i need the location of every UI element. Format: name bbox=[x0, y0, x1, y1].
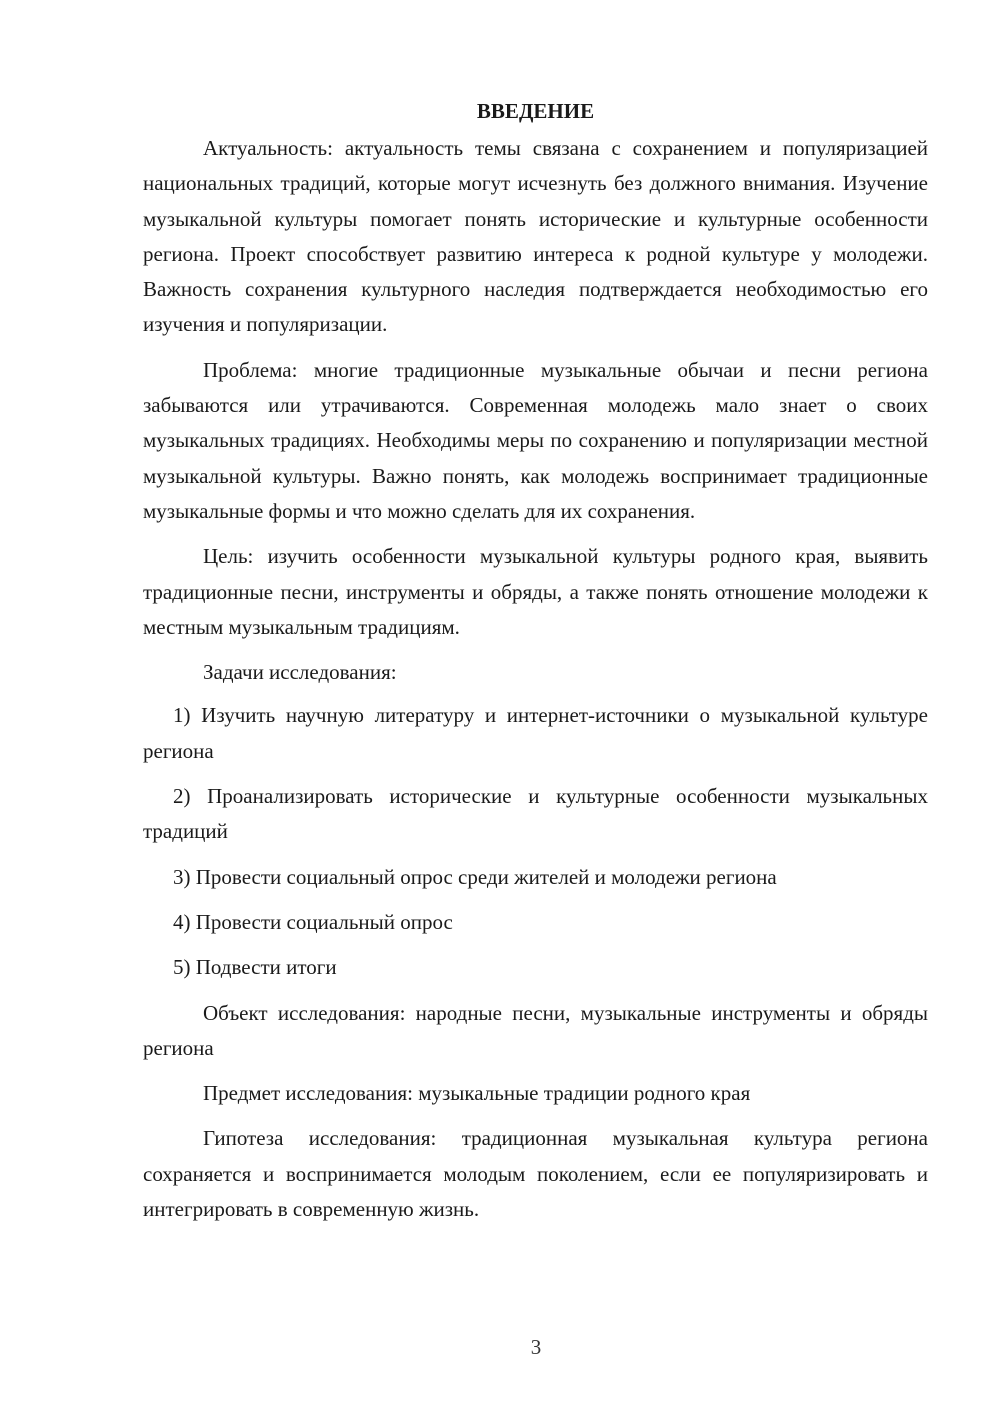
problem-paragraph: Проблема: многие традиционные музыкальные обычаи и песни региона забываются или утрачиваются. Современная молодежь мало знает о своих музыкальных традициях. Необходимы меры по сохранению и популяризации местной музыкальной культуры. Важно понять, как молодежь воспринимает традиционные музыкальные формы и что можно сделать для их сохранения. bbox=[143, 357, 928, 523]
hypothesis-paragraph: Гипотеза исследования: традиционная музыкальная культура региона сохраняется и воспринимается молодым поколением, если ее популяризировать и интегрировать в современную жизнь. bbox=[143, 1126, 928, 1222]
subject-paragraph: Предмет исследования: музыкальные традиции родного края bbox=[203, 1081, 751, 1106]
object-paragraph: Объект исследования: народные песни, музыкальные инструменты и обряды региона bbox=[143, 1000, 928, 1060]
task-item: 2) Проанализировать исторические и культурные особенности музыкальных традиций bbox=[143, 784, 928, 844]
relevance-paragraph: Актуальность: актуальность темы связана с сохранением и популяризацией национальных традиций, которые могут исчезнуть без должного внимания. Изучение музыкальной культуры помогает понять исторические и культурные особенности региона. Проект способствует развитию интереса к родной культуре у молодежи. Важность сохранения культурного наследия подтверждается необходимостью его изучения и популяризации. bbox=[143, 136, 928, 337]
tasks-heading: Задачи исследования: bbox=[203, 660, 397, 685]
page-number: 3 bbox=[530, 1335, 542, 1359]
goal-paragraph: Цель: изучить особенности музыкальной культуры родного края, выявить традиционные песни, инструменты и обряды, а также понять отношение молодежи к местным музыкальным традициям. bbox=[143, 544, 928, 639]
task-item: 3) Провести социальный опрос среди жителей и молодежи региона bbox=[173, 864, 777, 889]
page-title: ВВЕДЕНИЕ bbox=[476, 99, 595, 123]
task-item: 4) Провести социальный опрос bbox=[173, 909, 453, 934]
task-item: 1) Изучить научную литературу и интернет-источники о музыкальной культуре региона bbox=[143, 703, 928, 763]
document-page bbox=[143, 95, 928, 1237]
task-item: 5) Подвести итоги bbox=[173, 955, 337, 980]
